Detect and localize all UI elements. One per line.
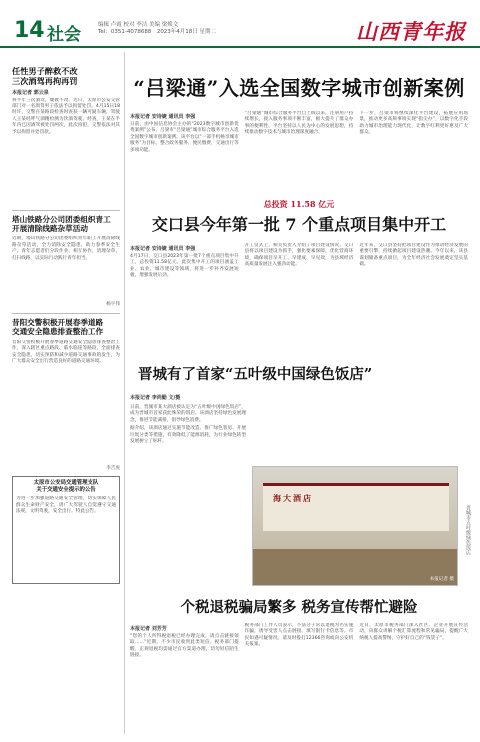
tax-body xyxy=(130,623,468,733)
story-body: 昔阳交警积极开展春季道路交通安全隐患排查整治工作，深入辖区重点路段、临水临崖等路段，全面排查安全隐患，切实预防和减少道路交通事故的发生，为广大群众安全出行营造良好的道路交通环境。 xyxy=(12,339,120,365)
hotel-headline: 晋城有了首家“五叶级中国绿色饭店” xyxy=(138,366,373,383)
byline: 本报记者 安诗婕 通讯员 李强 xyxy=(130,246,196,252)
divider xyxy=(12,313,120,314)
byline: 本报记者 安诗婕 通讯员 李强 xyxy=(130,114,196,120)
section-name: 社会 xyxy=(47,25,81,45)
newspaper-logo: 山西青年报 xyxy=(356,19,466,44)
page-number: 14 xyxy=(14,18,45,43)
photo-floor xyxy=(253,549,457,585)
story-title: 塔山铁路分公司团委组织青工 开展清除线路杂草活动 xyxy=(12,214,111,233)
hotel-col: 据介绍，该酒店通过实施节能改造、推广绿色客房、开展垃圾分类等措施，有效降低了能源消耗，为行业绿色转型发展树立了标杆。 xyxy=(130,426,246,445)
left-column xyxy=(12,52,120,584)
tax-story xyxy=(130,596,468,733)
story-title: 任性男子醉救不改 三次酒驾再拘再罚 xyxy=(12,66,78,87)
story-credit: 杨宇伟 xyxy=(106,302,120,308)
project-col: 4月17日，交口县2023年第一批7个重点项目集中开工，总投资11.58亿元。此次集中开工的项目涵盖工业、农业、城市建设等领域，将进一步补齐发展短板，增强发展后劲。 xyxy=(130,254,239,279)
hotel-col: 日前，晋城市某大酒店被认定为“五叶级中国绿色饭店”，成为晋城市首家获此殊荣的饭店。该酒店坚持绿色发展理念，推进节能减排，倡导绿色消费。 xyxy=(130,405,246,423)
project-col: 开工仪式上，相关负责人介绍了项目建设情况。交口县将以项目建设为抓手，强化要素保障，优化营商环境，确保项目早开工、早建成、早见效，为县域经济高质量发展注入强劲动能。 xyxy=(244,243,354,268)
project-body xyxy=(130,243,468,353)
hotel-signboard xyxy=(263,483,449,531)
masthead xyxy=(0,0,480,48)
lead-headline: “吕梁通”入选全国数字城市创新案例 xyxy=(133,76,465,100)
hotel-photo xyxy=(252,466,458,586)
notice-body: 为进一步加强道路交通安全管理，切实保障人民群众生命财产安全，请广大驾驶人自觉遵守交通法规，文明驾驶，安全出行。特此公告。 xyxy=(16,496,116,515)
editor-line: 编辑 卢霞 校对 李洁 美编 梁焕文 xyxy=(98,22,179,28)
byline: 本报记者 刘芳芳 xyxy=(130,626,167,632)
byline: 本报记者 李尚勤 文/摄 xyxy=(130,395,181,401)
notice-title: 太原市公安局交通管理支队 关于交通安全提示的公告 xyxy=(33,480,99,494)
phone-date-line: Tel：0351-4078688 2023年4月18日 星期二 xyxy=(98,29,217,35)
tax-col: 税务部门工作人员表示，不法分子常以退税为名实施诈骗，诱导受害人点击链接、填写银行卡信息等。市民如遇可疑情况，请及时拨打12366咨询或向公安机关报案。 xyxy=(244,623,354,648)
editor-info xyxy=(98,22,216,36)
lead-col: 日前，由中国信息协会主办的“2023数字城市创新优秀案例”公布，吕梁市“吕梁通”城市综合服务平台入选全国数字城市创新案例。该平台以“一部手机畅享城市服务”为目标，整合政务服务、便民缴费、交通出行等多项功能。 xyxy=(130,122,239,153)
public-notice xyxy=(12,476,120,584)
tax-col: 近日，太原市税务部门深入社区、企业开展宣传活动，向群众讲解个税汇算流程和常见骗局，提醒广大纳税人提高警惕，守护好自己的“钱袋子”。 xyxy=(359,623,468,641)
byline: 本报记者 郭云泉 xyxy=(12,89,49,96)
photo-credit: 本报记者 摄 xyxy=(429,577,454,582)
story-title: 昔阳交警积极开展春季道路 交通安全隐患排查整治工作 xyxy=(12,317,104,337)
lead-body xyxy=(130,111,468,193)
story-body: 近期，塔山铁路分公司团委组织青年职工开展清除线路杂草活动，全力消除安全隐患，助力春季安全生产。青年志愿者们分段作业、相互协作，清理杂草、打扫线路，以实际行动践行青年担当。 xyxy=(12,236,120,261)
tax-col: “您的个人所得税退税已经办理完成，请点击链接领取……”近期，不少市民收到此类短信。税务部门提醒，正规退税均需通过官方渠道办理，切勿轻信陌生链接。 xyxy=(130,634,239,659)
hotel-body xyxy=(130,392,246,562)
project-col: 近年来，交口县坚持把项目建设作为推动经济发展的重要引擎，持续掀起项目建设热潮。今年以来，该县谋划储备重点项目，为全年经济社会发展奠定坚实基础。 xyxy=(359,243,468,268)
divider xyxy=(12,210,120,211)
project-headline: 交口县今年第一批 7 个重点项目集中开工 xyxy=(151,215,447,234)
lead-col: 下一步，吕梁市将继续深化平台建设，拓展应用场景，推动更多高频事项实现“指尖办”，以数字化手段助力城市治理能力现代化，让数字红利更好惠及广大群众。 xyxy=(359,111,468,136)
hotel-sign-text: 海大酒店 xyxy=(273,493,313,503)
photo-side-caption: 晋城市五叶级绿色饭店 xyxy=(465,505,471,555)
kicker: 总投资 11.58 亿元 xyxy=(263,199,335,209)
story-body: 将半年三次酒驾，屡教不改，近日，太原市公安交管部门对一名酒驾男子依法予以拘留处罚。4月15日18时许，交警在某路段检查时查获一辆可疑车辆，驾驶人王某经呼气酒精检测为饮酒驾驶。经查，王某在半年内已因酒驾被处罚两次，此次再犯，交警依法对其予以拘留并处罚款。 xyxy=(12,97,120,135)
story-credit: 李吉虎 xyxy=(106,465,120,471)
lead-col: “吕梁通”城市综合服务平台自上线以来，注册用户持续增长，接入服务事项不断丰富，极大提升了群众办事的便利性。平台坚持以人民为中心的发展思想，持续推动数字技术与城市治理深度融合。 xyxy=(244,111,354,136)
tax-headline: 个税退税骗局繁多 税务宣传帮忙避险 xyxy=(180,599,418,616)
column-rule xyxy=(124,52,125,734)
